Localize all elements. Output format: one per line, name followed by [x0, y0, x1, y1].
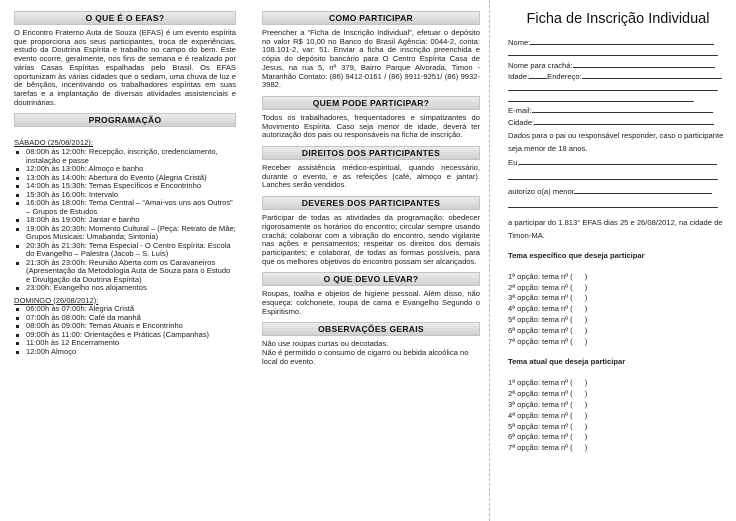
option-label: 4ª opção: tema nº ( [508, 410, 573, 420]
fold-divider [489, 0, 490, 521]
general-notes-text: Não use roupas curtas ou decotadas. Não é permitido o consumo de cigarro ou bebida alcoólica no local do evento. [262, 339, 469, 366]
i-label: Eu, [508, 158, 520, 168]
option-label: 1ª opção: tema nº ( [508, 271, 573, 281]
general-notes-heading: OBSERVAÇÕES GERAIS [262, 322, 480, 336]
address-line-3-row[interactable] [508, 94, 728, 105]
close-paren: ) [584, 400, 588, 410]
schedule-item: 08:00h às 12:00h: Recepção, inscrição, credenciamento, instalação e passe [14, 148, 236, 165]
specific-theme-option-row[interactable] [508, 337, 728, 348]
email-line[interactable] [532, 105, 713, 113]
guardian-note: Dados para o pai ou responsável responder, caso o participante seja menor de 18 anos. [508, 131, 724, 154]
option-label: 6ª opção: tema nº ( [508, 325, 573, 335]
email-field[interactable] [508, 105, 728, 116]
address-label: Endereço: [547, 72, 582, 82]
schedule-item: 21:30h às 23:00h: Reunião Aberta com os Caravaneiros (Apresentação da Metodologia Auta de Souza para o Estudo e Divulgação da Doutrina Espírita) [14, 259, 236, 285]
guardian-name-field[interactable] [508, 157, 728, 168]
what-to-bring-text: Roupas, toalha e objetos de higiene pessoal. Além disso, não esqueça: colchonete, roupa de cama e Evangelho Segundo o Espiritismo. [262, 289, 480, 316]
name-field[interactable] [508, 37, 728, 48]
schedule-item: 20:30h às 21:30h: Tema Especial - O Centro Espírita: Escola do Evangelho – Palestra (Jacob – S. Luís) [14, 242, 236, 259]
event-participation-text: a participar do 1.813° EFAS dias 25 e 26/08/2012, na cidade de Timon-MA. [508, 217, 723, 240]
current-theme-option-row[interactable] [508, 378, 728, 389]
who-can-participate-text: Todos os trabalhadores, frequentadores e simpatizantes do Movimento Espírita. Caso seja menor de idade, deverá ter autorização dos pais ou responsáveis na ficha de inscrição. [262, 112, 480, 140]
option-label: 2ª opção: tema nº ( [508, 282, 573, 292]
current-theme-option-row[interactable] [508, 443, 728, 454]
schedule-item: 08:00h às 09:00h: Temas Atuais e Encontrinho [14, 322, 236, 331]
registration-form [508, 0, 728, 521]
current-theme-option-row[interactable] [508, 400, 728, 411]
minor-name-line[interactable] [574, 186, 712, 194]
authorize-label: autorizo o(a) menor [508, 187, 575, 197]
specific-theme-title: Tema específico que deseja participar [508, 250, 645, 260]
rights-text: Receber assistência médico-espiritual, quando necessário, durante o evento, e as refeições (café, almoço e jantar). Lanches serão vendidos. [262, 163, 480, 190]
day1-title: SÁBADO (25/08/2012): [14, 138, 93, 148]
day2-title: DOMINGO (26/08/2012): [14, 295, 99, 305]
age-address-field[interactable] [508, 71, 728, 82]
schedule-item: 09:00h às 11:00: Orientações e Práticas (Campanhas) [14, 331, 236, 340]
programacao-heading: PROGRAMAÇÃO [14, 113, 236, 127]
schedule-item: 19:00h às 20:30h: Momento Cultural – (Peça: Retrato de Mãe; Grupos Musicais: Umabanda; Sintonia) [14, 225, 236, 242]
name-label: Nome: [508, 38, 531, 47]
close-paren: ) [584, 271, 588, 281]
current-theme-option-row[interactable] [508, 411, 728, 422]
schedule-item: 14:00h às 15:30h: Temas Específicos e Encontrinho [14, 182, 236, 191]
specific-theme-option-row[interactable] [508, 304, 728, 315]
option-label: 6ª opção: tema nº ( [508, 432, 573, 442]
guardian-name-line-2[interactable] [508, 172, 718, 180]
city-label: Cidade: [508, 117, 535, 127]
what-is-efas-heading: O QUE É O EFAS? [14, 11, 236, 25]
how-to-participate-text: Preencher a “Ficha de Inscrição Individual”, efetuar o depósito no valor R$ 10,00 no Banco do Brasil Agência: 0044-2, conta: 108.101-2, var: 51. Enviar a ficha de inscrição preenchida e cópia do depósito bancário para O Centro Espírita Casa de Jesus, na rua 5, nº 379, Bairro Parque Alvorada, Timon - Maranhão Contato: (86) 9412-0161 / (86) 9911-9251/ (86) 9932-3982. [262, 28, 480, 90]
option-label: 1ª opção: tema nº ( [508, 378, 573, 388]
close-paren: ) [584, 410, 588, 420]
minor-name-line-2-row[interactable] [508, 200, 728, 211]
current-theme-title: Tema atual que deseja participar [508, 357, 626, 367]
close-paren: ) [584, 389, 588, 399]
current-theme-options [508, 378, 728, 454]
close-paren: ) [584, 378, 588, 388]
schedule-item: 11:00h às 12 Encerramento [14, 339, 236, 348]
schedule-item: 12:00h Almoço [14, 348, 236, 357]
schedule-item: 15:30h às 16:00h: Intervalo [14, 191, 236, 200]
option-label: 7ª opção: tema nº ( [508, 336, 573, 346]
option-label: 5ª opção: tema nº ( [508, 315, 573, 325]
column-participation [262, 0, 480, 521]
email-label: E-mail: [508, 106, 532, 116]
current-theme-option-row[interactable] [508, 432, 728, 443]
name-line-2[interactable] [508, 48, 718, 56]
option-label: 3ª opção: tema nº ( [508, 400, 573, 410]
schedule-item: 18:00h às 19:00h: Jantar e banho [14, 216, 236, 225]
duties-text: Participar de todas as atividades da programação; obedecer rigorosamente os horários do encontro; circular sempre usando crachá; colaborar com a vibração do encontro, sendo vigilante nas ações e pensamentos; respeitar os direitos dos demais participantes; e colaborar, de todas as formas possíveis, para que os melhores objetivos do encontro possam ser alcançados. [262, 213, 480, 266]
city-field[interactable] [508, 117, 728, 128]
option-label: 4ª opção: tema nº ( [508, 304, 573, 314]
option-label: 2ª opção: tema nº ( [508, 389, 573, 399]
close-paren: ) [584, 304, 588, 314]
badge-name-label: Nome para crachá: [508, 60, 573, 70]
city-line[interactable] [534, 117, 714, 125]
address-line-3[interactable] [508, 94, 694, 102]
day1-schedule [14, 148, 236, 293]
option-label: 5ª opção: tema nº ( [508, 421, 573, 431]
form-title: Ficha de Inscrição Individual [526, 11, 710, 27]
option-label: 7ª opção: tema nº ( [508, 443, 573, 453]
close-paren: ) [584, 443, 588, 453]
close-paren: ) [584, 325, 588, 335]
current-theme-option-row[interactable] [508, 422, 728, 433]
guardian-name-line[interactable] [519, 157, 717, 165]
current-theme-option-row[interactable] [508, 389, 728, 400]
column-efas-info [14, 0, 236, 521]
how-to-participate-heading: COMO PARTICIPAR [262, 11, 480, 25]
address-line-2[interactable] [508, 83, 718, 91]
close-paren: ) [584, 432, 588, 442]
schedule-item: 12:00h às 13:00h: Almoço e banho [14, 165, 236, 174]
day2-schedule [14, 305, 236, 356]
minor-name-line-2[interactable] [508, 200, 718, 208]
close-paren: ) [584, 315, 588, 325]
age-line[interactable] [529, 71, 547, 79]
address-line[interactable] [582, 71, 722, 79]
schedule-item: 23:00h: Evangelho nos alojamentos [14, 284, 236, 293]
schedule-item: 06:00h às 07:00h: Alegria Cristã [14, 305, 236, 314]
guardian-name-line-2-row[interactable] [508, 172, 728, 183]
name-field-line2[interactable] [508, 48, 728, 59]
what-is-efas-text: O Encontro Fraterno Auta de Souza (EFAS) é um evento espírita que proporciona aos seus participantes, troca de experiências, estudo da Doutrina Espírita e trabalho no campo do bem. Este evento ocorre, geralmente, nos fins de semana e é realizado por várias Casas Espíritas espalhadas pelo Brasil. Os EFAS oportunizam às várias cidades que o sediam, uma chuva de luz e de bênçãos, incentivando os trabalhadores espíritas em suas tarefas e a implantação de diversas atividades assistenciais e doutrinárias. [14, 28, 236, 107]
badge-name-line[interactable] [573, 60, 715, 68]
specific-theme-option-row[interactable] [508, 272, 728, 283]
who-can-participate-heading: QUEM PODE PARTICIPAR? [262, 96, 480, 110]
specific-theme-option-row[interactable] [508, 293, 728, 304]
option-label: 3ª opção: tema nº ( [508, 293, 573, 303]
minor-name-field[interactable] [508, 186, 728, 197]
schedule-item: 16:00h às 18:00h: Tema Central – “Amai-vos uns aos Outros” – Grupos de Estudos [14, 199, 236, 216]
duties-heading: DEVERES DOS PARTICIPANTES [262, 196, 480, 210]
close-paren: ) [584, 336, 588, 346]
name-line[interactable] [530, 37, 714, 45]
schedule-item: 13:00h às 14:00h: Abertura do Evento (Alegria Cristã) [14, 174, 236, 183]
what-to-bring-heading: O QUE DEVO LEVAR? [262, 272, 480, 286]
rights-heading: DIREITOS DOS PARTICIPANTES [262, 146, 480, 160]
address-line-2-row[interactable] [508, 83, 728, 94]
badge-name-field[interactable] [508, 60, 728, 71]
specific-theme-option-row[interactable] [508, 315, 728, 326]
close-paren: ) [584, 293, 588, 303]
schedule-item: 07:00h às 08:00h: Café da manhã [14, 314, 236, 323]
specific-theme-options [508, 272, 728, 348]
specific-theme-option-row[interactable] [508, 283, 728, 294]
age-label: Idade: [508, 72, 530, 82]
close-paren: ) [584, 421, 588, 431]
close-paren: ) [584, 282, 588, 292]
specific-theme-option-row[interactable] [508, 326, 728, 337]
